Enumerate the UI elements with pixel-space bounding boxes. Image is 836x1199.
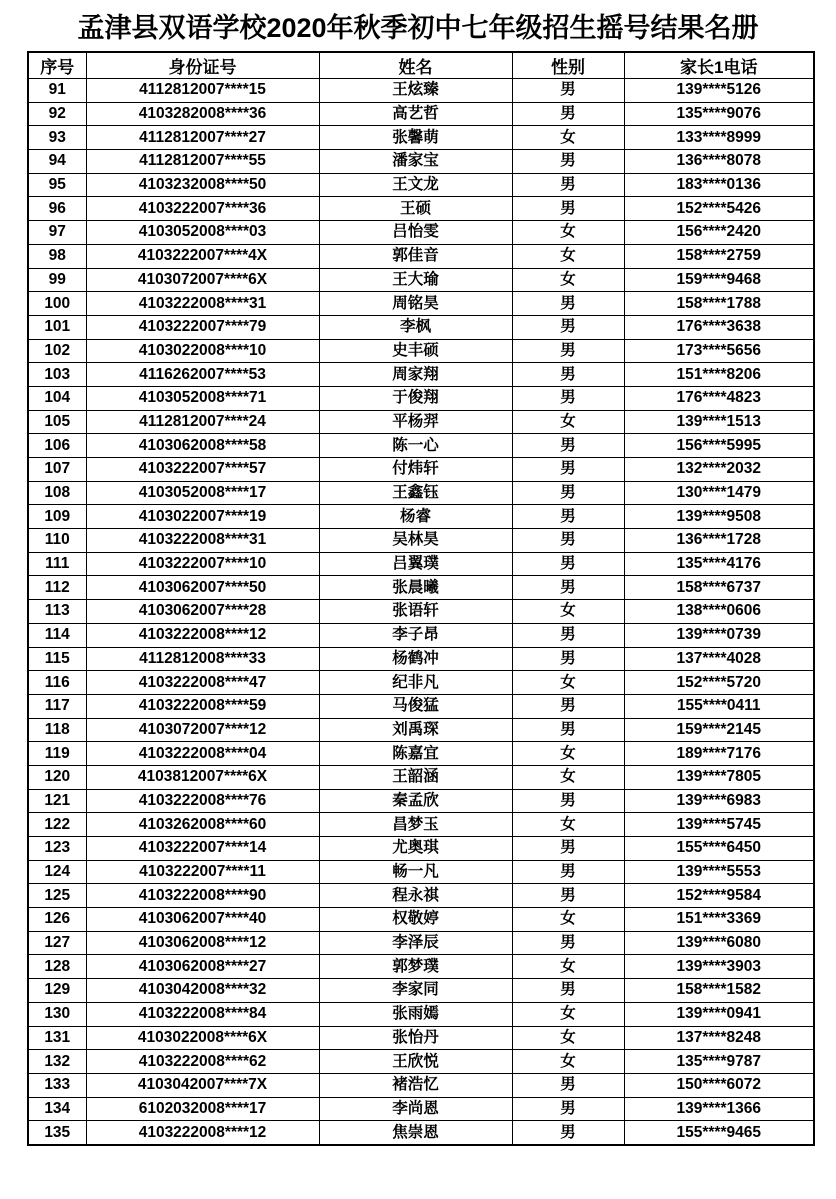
- cell-id-number: 4112812007****15: [86, 79, 319, 103]
- cell-gender: 男: [512, 718, 624, 742]
- cell-name: 潘家宝: [319, 150, 512, 174]
- cell-name: 杨鹤冲: [319, 647, 512, 671]
- cell-serial-number: 100: [28, 292, 86, 316]
- cell-serial-number: 97: [28, 221, 86, 245]
- cell-name: 畅一凡: [319, 860, 512, 884]
- table-row: [28, 1026, 814, 1050]
- cell-parent-phone: 155****6450: [624, 837, 814, 861]
- table-row: [28, 505, 814, 529]
- cell-id-number: 4103042007****7X: [86, 1073, 319, 1097]
- cell-gender: 女: [512, 244, 624, 268]
- cell-id-number: 6102032008****17: [86, 1097, 319, 1121]
- enrollment-lottery-table: [27, 51, 815, 1146]
- cell-gender: 女: [512, 813, 624, 837]
- table-row: [28, 955, 814, 979]
- table-row: [28, 363, 814, 387]
- cell-serial-number: 125: [28, 884, 86, 908]
- cell-id-number: 4103222007****57: [86, 458, 319, 482]
- table-row: [28, 1002, 814, 1026]
- cell-parent-phone: 173****5656: [624, 339, 814, 363]
- cell-gender: 男: [512, 884, 624, 908]
- cell-serial-number: 131: [28, 1026, 86, 1050]
- cell-name: 李枫: [319, 315, 512, 339]
- table-row: [28, 458, 814, 482]
- cell-name: 王硕: [319, 197, 512, 221]
- cell-name: 焦崇恩: [319, 1121, 512, 1145]
- cell-parent-phone: 183****0136: [624, 173, 814, 197]
- cell-serial-number: 98: [28, 244, 86, 268]
- cell-gender: 男: [512, 860, 624, 884]
- cell-id-number: 4103062007****50: [86, 576, 319, 600]
- cell-parent-phone: 136****1728: [624, 529, 814, 553]
- cell-serial-number: 118: [28, 718, 86, 742]
- cell-name: 李子昂: [319, 623, 512, 647]
- cell-name: 程永祺: [319, 884, 512, 908]
- cell-parent-phone: 155****9465: [624, 1121, 814, 1145]
- cell-parent-phone: 159****9468: [624, 268, 814, 292]
- cell-id-number: 4103222007****10: [86, 552, 319, 576]
- cell-serial-number: 96: [28, 197, 86, 221]
- cell-serial-number: 114: [28, 623, 86, 647]
- cell-parent-phone: 176****4823: [624, 386, 814, 410]
- header-parent-phone: 家长1电话: [624, 52, 814, 79]
- cell-name: 李尚恩: [319, 1097, 512, 1121]
- cell-serial-number: 115: [28, 647, 86, 671]
- cell-parent-phone: 156****2420: [624, 221, 814, 245]
- cell-serial-number: 93: [28, 126, 86, 150]
- cell-parent-phone: 151****3369: [624, 908, 814, 932]
- cell-id-number: 4103072007****12: [86, 718, 319, 742]
- table-row: [28, 647, 814, 671]
- cell-serial-number: 107: [28, 458, 86, 482]
- cell-name: 尤奥琪: [319, 837, 512, 861]
- table-row: [28, 339, 814, 363]
- cell-id-number: 4103222008****12: [86, 623, 319, 647]
- table-row: [28, 197, 814, 221]
- cell-gender: 女: [512, 221, 624, 245]
- cell-id-number: 4103062007****28: [86, 600, 319, 624]
- cell-parent-phone: 130****1479: [624, 481, 814, 505]
- header-gender: 性别: [512, 52, 624, 79]
- document-title: 孟津县双语学校2020年秋季初中七年级招生摇号结果名册: [77, 13, 759, 43]
- cell-name: 王文龙: [319, 173, 512, 197]
- cell-parent-phone: 135****9076: [624, 102, 814, 126]
- table-row: [28, 386, 814, 410]
- cell-serial-number: 134: [28, 1097, 86, 1121]
- cell-id-number: 4103052008****17: [86, 481, 319, 505]
- cell-id-number: 4103062007****40: [86, 908, 319, 932]
- cell-parent-phone: 139****5126: [624, 79, 814, 103]
- cell-id-number: 4103042008****32: [86, 979, 319, 1003]
- cell-id-number: 4103222008****47: [86, 671, 319, 695]
- table-row: [28, 718, 814, 742]
- cell-parent-phone: 135****9787: [624, 1050, 814, 1074]
- cell-gender: 男: [512, 481, 624, 505]
- cell-gender: 女: [512, 1002, 624, 1026]
- cell-name: 张语轩: [319, 600, 512, 624]
- cell-serial-number: 113: [28, 600, 86, 624]
- cell-serial-number: 106: [28, 434, 86, 458]
- cell-gender: 男: [512, 458, 624, 482]
- cell-parent-phone: 138****0606: [624, 600, 814, 624]
- table-row: [28, 884, 814, 908]
- cell-id-number: 4103222008****62: [86, 1050, 319, 1074]
- cell-name: 刘禹琛: [319, 718, 512, 742]
- cell-id-number: 4103022007****19: [86, 505, 319, 529]
- cell-gender: 男: [512, 552, 624, 576]
- table-row: [28, 813, 814, 837]
- cell-serial-number: 94: [28, 150, 86, 174]
- cell-parent-phone: 158****1582: [624, 979, 814, 1003]
- cell-gender: 女: [512, 600, 624, 624]
- cell-parent-phone: 132****2032: [624, 458, 814, 482]
- cell-serial-number: 124: [28, 860, 86, 884]
- table-row: [28, 1121, 814, 1145]
- cell-id-number: 4103222008****90: [86, 884, 319, 908]
- header-serial-number: 序号: [28, 52, 86, 79]
- table-row: [28, 292, 814, 316]
- cell-serial-number: 110: [28, 529, 86, 553]
- cell-gender: 女: [512, 765, 624, 789]
- cell-name: 褚浩忆: [319, 1073, 512, 1097]
- cell-parent-phone: 139****3903: [624, 955, 814, 979]
- cell-gender: 男: [512, 1097, 624, 1121]
- cell-serial-number: 135: [28, 1121, 86, 1145]
- cell-serial-number: 103: [28, 363, 86, 387]
- cell-parent-phone: 139****9508: [624, 505, 814, 529]
- table-row: [28, 102, 814, 126]
- cell-parent-phone: 139****6080: [624, 931, 814, 955]
- cell-id-number: 4112812008****33: [86, 647, 319, 671]
- cell-gender: 男: [512, 1073, 624, 1097]
- cell-id-number: 4103222007****79: [86, 315, 319, 339]
- cell-id-number: 4103222007****4X: [86, 244, 319, 268]
- cell-gender: 女: [512, 908, 624, 932]
- cell-gender: 女: [512, 1026, 624, 1050]
- cell-id-number: 4103222008****59: [86, 694, 319, 718]
- cell-name: 陈一心: [319, 434, 512, 458]
- table-row: [28, 1050, 814, 1074]
- cell-name: 王韶涵: [319, 765, 512, 789]
- cell-name: 周家翔: [319, 363, 512, 387]
- cell-serial-number: 132: [28, 1050, 86, 1074]
- cell-parent-phone: 139****0941: [624, 1002, 814, 1026]
- cell-parent-phone: 139****6983: [624, 789, 814, 813]
- table-row: [28, 221, 814, 245]
- cell-name: 张晨曦: [319, 576, 512, 600]
- cell-parent-phone: 137****8248: [624, 1026, 814, 1050]
- cell-serial-number: 127: [28, 931, 86, 955]
- cell-serial-number: 102: [28, 339, 86, 363]
- cell-name: 吴林昊: [319, 529, 512, 553]
- table-row: [28, 979, 814, 1003]
- cell-serial-number: 128: [28, 955, 86, 979]
- cell-id-number: 4112812007****24: [86, 410, 319, 434]
- table-row: [28, 315, 814, 339]
- cell-id-number: 4103812007****6X: [86, 765, 319, 789]
- cell-name: 张馨萌: [319, 126, 512, 150]
- cell-gender: 男: [512, 931, 624, 955]
- cell-serial-number: 95: [28, 173, 86, 197]
- table-header-row: [28, 52, 814, 79]
- cell-serial-number: 112: [28, 576, 86, 600]
- cell-gender: 男: [512, 150, 624, 174]
- cell-gender: 男: [512, 576, 624, 600]
- cell-gender: 男: [512, 197, 624, 221]
- cell-gender: 女: [512, 671, 624, 695]
- table-row: [28, 126, 814, 150]
- cell-parent-phone: 139****5553: [624, 860, 814, 884]
- table-row: [28, 789, 814, 813]
- cell-serial-number: 105: [28, 410, 86, 434]
- cell-name: 纪非凡: [319, 671, 512, 695]
- cell-name: 昌梦玉: [319, 813, 512, 837]
- cell-parent-phone: 139****0739: [624, 623, 814, 647]
- table-row: [28, 150, 814, 174]
- cell-serial-number: 117: [28, 694, 86, 718]
- cell-name: 陈嘉宜: [319, 742, 512, 766]
- cell-serial-number: 129: [28, 979, 86, 1003]
- cell-name: 李家同: [319, 979, 512, 1003]
- table-row: [28, 671, 814, 695]
- cell-name: 于俊翔: [319, 386, 512, 410]
- cell-gender: 男: [512, 173, 624, 197]
- cell-name: 郭佳音: [319, 244, 512, 268]
- cell-gender: 男: [512, 529, 624, 553]
- cell-id-number: 4103222008****76: [86, 789, 319, 813]
- cell-gender: 男: [512, 339, 624, 363]
- cell-gender: 男: [512, 789, 624, 813]
- cell-serial-number: 121: [28, 789, 86, 813]
- cell-serial-number: 109: [28, 505, 86, 529]
- cell-gender: 男: [512, 363, 624, 387]
- cell-parent-phone: 139****1366: [624, 1097, 814, 1121]
- cell-parent-phone: 135****4176: [624, 552, 814, 576]
- cell-gender: 男: [512, 837, 624, 861]
- cell-name: 郭梦璞: [319, 955, 512, 979]
- cell-parent-phone: 136****8078: [624, 150, 814, 174]
- table-row: [28, 837, 814, 861]
- cell-name: 高艺哲: [319, 102, 512, 126]
- cell-id-number: 4103062008****58: [86, 434, 319, 458]
- cell-gender: 男: [512, 292, 624, 316]
- cell-name: 王炫臻: [319, 79, 512, 103]
- cell-gender: 男: [512, 434, 624, 458]
- cell-id-number: 4112812007****55: [86, 150, 319, 174]
- table-row: [28, 434, 814, 458]
- cell-id-number: 4103282008****36: [86, 102, 319, 126]
- cell-name: 王鑫钰: [319, 481, 512, 505]
- table-row: [28, 268, 814, 292]
- cell-id-number: 4103222008****12: [86, 1121, 319, 1145]
- cell-id-number: 4103222007****14: [86, 837, 319, 861]
- cell-id-number: 4103262008****60: [86, 813, 319, 837]
- table-row: [28, 244, 814, 268]
- cell-gender: 女: [512, 742, 624, 766]
- cell-serial-number: 104: [28, 386, 86, 410]
- table-row: [28, 1097, 814, 1121]
- table-row: [28, 410, 814, 434]
- cell-parent-phone: 150****6072: [624, 1073, 814, 1097]
- cell-parent-phone: 158****1788: [624, 292, 814, 316]
- cell-serial-number: 92: [28, 102, 86, 126]
- cell-serial-number: 108: [28, 481, 86, 505]
- cell-id-number: 4116262007****53: [86, 363, 319, 387]
- cell-id-number: 4103222008****04: [86, 742, 319, 766]
- cell-parent-phone: 151****8206: [624, 363, 814, 387]
- cell-serial-number: 122: [28, 813, 86, 837]
- header-id-number: 身份证号: [86, 52, 319, 79]
- cell-gender: 男: [512, 647, 624, 671]
- cell-name: 权敬婷: [319, 908, 512, 932]
- cell-id-number: 4103052008****03: [86, 221, 319, 245]
- table-row: [28, 623, 814, 647]
- cell-name: 平杨羿: [319, 410, 512, 434]
- table-body: [28, 79, 814, 1145]
- cell-serial-number: 126: [28, 908, 86, 932]
- cell-name: 付炜轩: [319, 458, 512, 482]
- cell-parent-phone: 158****6737: [624, 576, 814, 600]
- cell-gender: 男: [512, 315, 624, 339]
- cell-gender: 男: [512, 79, 624, 103]
- cell-parent-phone: 158****2759: [624, 244, 814, 268]
- cell-gender: 女: [512, 955, 624, 979]
- cell-parent-phone: 152****5720: [624, 671, 814, 695]
- table-row: [28, 931, 814, 955]
- table-row: [28, 173, 814, 197]
- cell-id-number: 4103022008****10: [86, 339, 319, 363]
- cell-parent-phone: 139****1513: [624, 410, 814, 434]
- cell-name: 王欣悦: [319, 1050, 512, 1074]
- cell-name: 张雨嫣: [319, 1002, 512, 1026]
- cell-name: 张怡丹: [319, 1026, 512, 1050]
- cell-id-number: 4103222008****84: [86, 1002, 319, 1026]
- cell-id-number: 4103062008****27: [86, 955, 319, 979]
- cell-parent-phone: 133****8999: [624, 126, 814, 150]
- cell-serial-number: 101: [28, 315, 86, 339]
- cell-id-number: 4103232008****50: [86, 173, 319, 197]
- cell-parent-phone: 189****7176: [624, 742, 814, 766]
- cell-parent-phone: 176****3638: [624, 315, 814, 339]
- cell-id-number: 4103022008****6X: [86, 1026, 319, 1050]
- table-row: [28, 600, 814, 624]
- cell-serial-number: 99: [28, 268, 86, 292]
- cell-serial-number: 91: [28, 79, 86, 103]
- cell-name: 秦孟欣: [319, 789, 512, 813]
- table-row: [28, 1073, 814, 1097]
- table-row: [28, 529, 814, 553]
- cell-id-number: 4103222007****36: [86, 197, 319, 221]
- table-row: [28, 765, 814, 789]
- cell-gender: 男: [512, 386, 624, 410]
- cell-gender: 男: [512, 505, 624, 529]
- table-row: [28, 694, 814, 718]
- cell-parent-phone: 139****7805: [624, 765, 814, 789]
- cell-serial-number: 130: [28, 1002, 86, 1026]
- cell-id-number: 4103052008****71: [86, 386, 319, 410]
- cell-gender: 女: [512, 410, 624, 434]
- cell-parent-phone: 152****5426: [624, 197, 814, 221]
- cell-gender: 女: [512, 1050, 624, 1074]
- cell-parent-phone: 159****2145: [624, 718, 814, 742]
- cell-name: 史丰硕: [319, 339, 512, 363]
- cell-name: 马俊猛: [319, 694, 512, 718]
- cell-serial-number: 123: [28, 837, 86, 861]
- cell-parent-phone: 137****4028: [624, 647, 814, 671]
- cell-name: 杨睿: [319, 505, 512, 529]
- cell-id-number: 4112812007****27: [86, 126, 319, 150]
- cell-parent-phone: 152****9584: [624, 884, 814, 908]
- cell-name: 王大瑜: [319, 268, 512, 292]
- table-row: [28, 742, 814, 766]
- cell-gender: 男: [512, 102, 624, 126]
- table-row: [28, 576, 814, 600]
- cell-id-number: 4103062008****12: [86, 931, 319, 955]
- cell-gender: 男: [512, 694, 624, 718]
- cell-serial-number: 111: [28, 552, 86, 576]
- cell-serial-number: 116: [28, 671, 86, 695]
- cell-gender: 男: [512, 623, 624, 647]
- header-name: 姓名: [319, 52, 512, 79]
- cell-gender: 女: [512, 268, 624, 292]
- cell-id-number: 4103222007****11: [86, 860, 319, 884]
- cell-gender: 男: [512, 979, 624, 1003]
- table-row: [28, 79, 814, 103]
- cell-name: 周铭昊: [319, 292, 512, 316]
- cell-name: 吕翼璞: [319, 552, 512, 576]
- table-row: [28, 552, 814, 576]
- cell-serial-number: 133: [28, 1073, 86, 1097]
- cell-gender: 男: [512, 1121, 624, 1145]
- cell-serial-number: 120: [28, 765, 86, 789]
- cell-parent-phone: 139****5745: [624, 813, 814, 837]
- cell-gender: 女: [512, 126, 624, 150]
- cell-name: 李泽辰: [319, 931, 512, 955]
- cell-name: 吕怡雯: [319, 221, 512, 245]
- cell-id-number: 4103222008****31: [86, 529, 319, 553]
- cell-id-number: 4103072007****6X: [86, 268, 319, 292]
- table-row: [28, 908, 814, 932]
- table-row: [28, 860, 814, 884]
- cell-parent-phone: 155****0411: [624, 694, 814, 718]
- cell-parent-phone: 156****5995: [624, 434, 814, 458]
- table-row: [28, 481, 814, 505]
- cell-id-number: 4103222008****31: [86, 292, 319, 316]
- cell-serial-number: 119: [28, 742, 86, 766]
